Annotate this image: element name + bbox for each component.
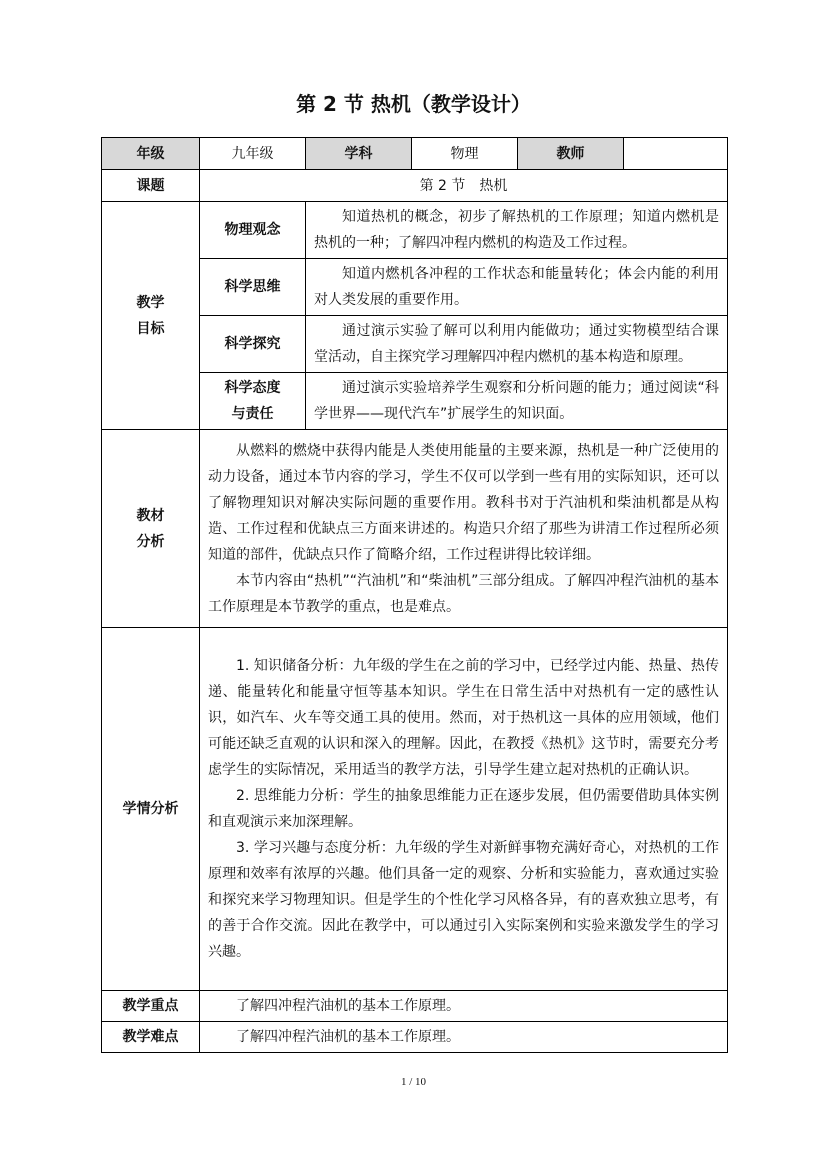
objective-paragraph: 通过演示实验了解可以利用内能做功；通过实物模型结合课堂活动，自主探究学习理解四冲程内燃机的基本构造和原理。 <box>314 323 719 365</box>
grade-label: 年级 <box>102 138 200 170</box>
key-point-paragraph: 了解四冲程汽油机的基本工作原理。 <box>236 998 460 1014</box>
subject-value: 物理 <box>412 138 518 170</box>
objective-paragraph: 知道热机的概念，初步了解热机的工作原理；知道内燃机是热机的一种；了解四冲程内燃机的构造及工作过程。 <box>314 209 719 251</box>
objective-name-line1: 科学思维 <box>224 279 281 295</box>
objective-name <box>200 373 306 430</box>
textbook-analysis-paragraph: 从燃料的燃烧中获得内能是人类使用能量的主要来源，热机是一种广泛使用的动力设备，通过本节内容的学习，学生不仅可以学到一些有用的实际知识，还可以了解物理知识对解决实际问题的重要作用。教科书对于汽油机和柴油机都是从构造、工作过程和优缺点三方面来讲述的。构造只介绍了那些为讲清工作过程所必须知道的部件，优缺点只作了简略介绍，工作过程讲得比较详细。 <box>208 442 719 563</box>
objective-row <box>102 202 728 259</box>
difficult-point-label: 教学难点 <box>102 1022 200 1053</box>
objectives-label-line2: 目标 <box>136 320 165 337</box>
difficult-point-text <box>200 1022 728 1053</box>
objective-name-line1: 科学探究 <box>224 336 281 352</box>
student-analysis-paragraph: 2. 思维能力分析：学生的抽象思维能力正在逐步发展，但仍需要借助具体实例和直观演示来加深理解。 <box>208 788 719 830</box>
textbook-analysis-row <box>102 430 728 628</box>
subject-label: 学科 <box>306 138 412 170</box>
objective-name <box>200 259 306 316</box>
difficult-point-paragraph: 了解四冲程汽油机的基本工作原理。 <box>236 1029 460 1045</box>
page-title: 第 2 节 热机（教学设计） <box>296 92 531 116</box>
textbook-analysis-paragraph: 本节内容由“热机”“汽油机”和“柴油机”三部分组成。了解四冲程汽油机的基本工作原理是本节教学的重点，也是难点。 <box>208 572 719 615</box>
student-analysis-text <box>200 628 728 991</box>
textbook-analysis-label <box>102 430 200 628</box>
objective-name-line2: 与责任 <box>231 406 274 422</box>
objectives-label <box>102 202 200 430</box>
teacher-label: 教师 <box>518 138 624 170</box>
student-analysis-label: 学情分析 <box>102 628 200 991</box>
objectives-label-line1: 教学 <box>136 294 165 311</box>
objective-name-line1: 科学态度 <box>224 380 281 396</box>
textbook-analysis-label-line2: 分析 <box>136 533 165 550</box>
objective-text <box>306 259 728 316</box>
student-analysis-row <box>102 628 728 991</box>
topic-row <box>102 170 728 202</box>
key-point-label: 教学重点 <box>102 991 200 1022</box>
grade-row <box>102 138 728 170</box>
objective-text <box>306 373 728 430</box>
objective-paragraph: 知道内燃机各冲程的工作状态和能量转化；体会内能的利用对人类发展的重要作用。 <box>314 266 719 308</box>
teacher-value <box>624 138 728 170</box>
page-number: 1 / 10 <box>400 1076 427 1088</box>
objective-paragraph: 通过演示实验培养学生观察和分析问题的能力；通过阅读“科学世界——现代汽车”扩展学生的知识面。 <box>314 380 719 422</box>
key-point-row <box>102 991 728 1022</box>
textbook-analysis-text <box>200 430 728 628</box>
objective-name <box>200 202 306 259</box>
grade-value: 九年级 <box>200 138 306 170</box>
objective-name-line1: 物理观念 <box>224 222 281 238</box>
key-point-text <box>200 991 728 1022</box>
textbook-analysis-label-line1: 教材 <box>136 507 165 524</box>
student-analysis-paragraph: 1. 知识储备分析：九年级的学生在之前的学习中，已经学过内能、热量、热传递、能量转化和能量守恒等基本知识。学生在日常生活中对热机有一定的感性认识，如汽车、火车等交通工具的使用。然而，对于热机这一具体的应用领域，他们可能还缺乏直观的认识和深入的理解。因此，在教授《热机》这节时，需要充分考虑学生的实际情况，采用适当的教学方法，引导学生建立起对热机的正确认识。 <box>208 658 719 778</box>
lesson-plan-table <box>101 137 728 1053</box>
objective-text <box>306 316 728 373</box>
topic-value: 第 2 节 热机 <box>200 170 728 202</box>
difficult-point-row <box>102 1022 728 1053</box>
topic-label: 课题 <box>102 170 200 202</box>
student-analysis-paragraph: 3. 学习兴趣与态度分析：九年级的学生对新鲜事物充满好奇心，对热机的工作原理和效率有浓厚的兴趣。他们具备一定的观察、分析和实验能力，喜欢通过实验和探究来学习物理知识。但是学生的个性化学习风格各异，有的喜欢独立思考，有的善于合作交流。因此在教学中，可以通过引入实际案例和实验来激发学生的学习兴趣。 <box>208 840 719 960</box>
objective-name <box>200 316 306 373</box>
objective-text <box>306 202 728 259</box>
